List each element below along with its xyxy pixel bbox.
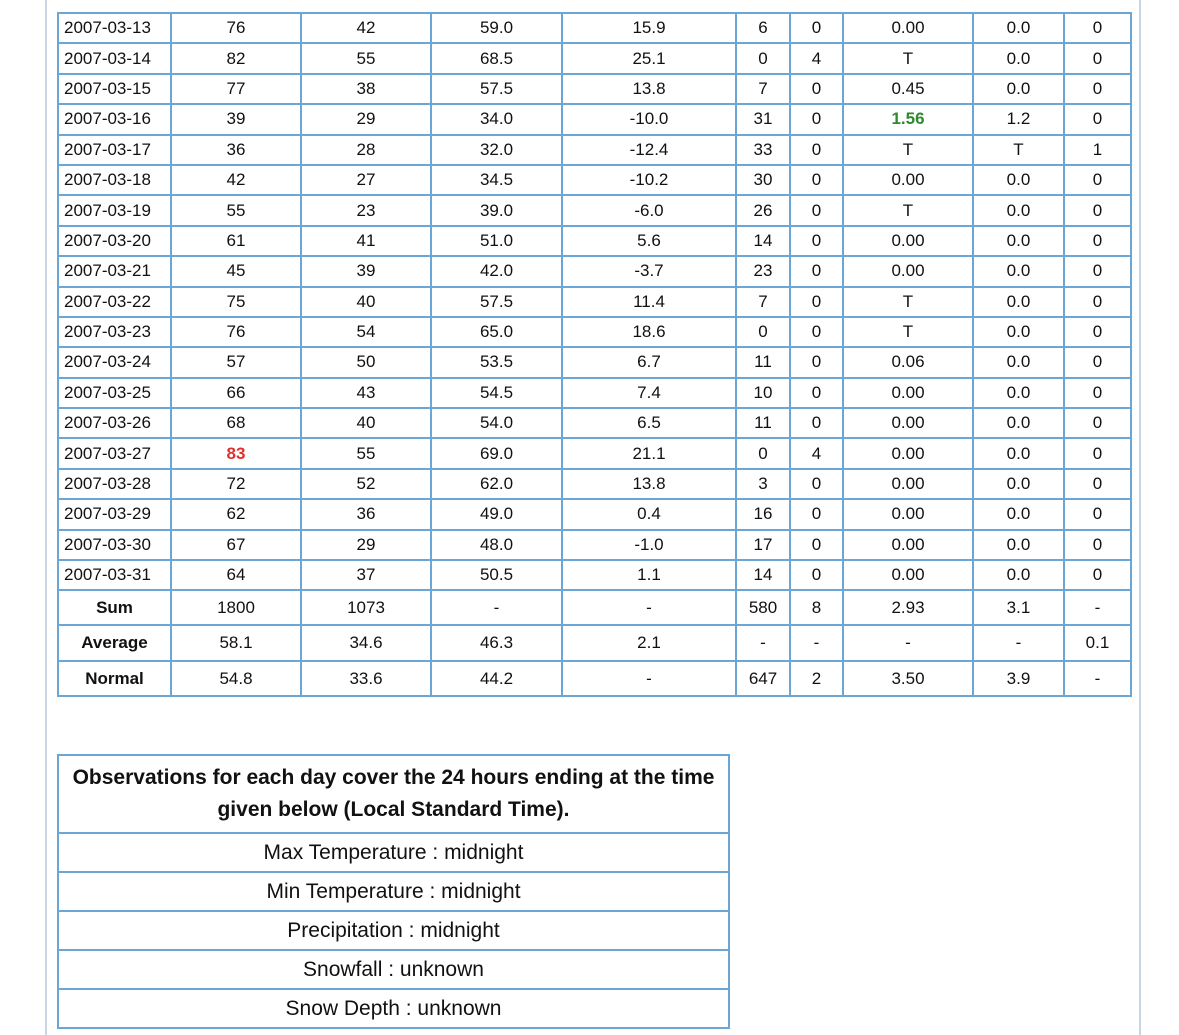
min-temp-cell: 42 [301,13,431,43]
summary-precipitation-cell: - [843,625,973,661]
max-temp-cell: 42 [171,165,301,195]
summary-departure-cell: - [562,661,736,696]
cooling-degree-days-cell: 4 [790,43,843,73]
table-row [58,43,1131,73]
heating-degree-days-cell: 23 [736,256,790,286]
summary-max-temp-cell: 58.1 [171,625,301,661]
avg-temp-cell: 54.5 [431,378,562,408]
snowfall-cell: 0.0 [973,165,1064,195]
summary-departure-cell: 2.1 [562,625,736,661]
cooling-degree-days-cell: 0 [790,195,843,225]
precipitation-cell: 0.00 [843,378,973,408]
heating-degree-days-cell: 33 [736,135,790,165]
snowfall-cell: 0.0 [973,378,1064,408]
summary-min-temp-cell: 1073 [301,590,431,625]
snowfall-cell: 0.0 [973,317,1064,347]
observation-precipitation: Precipitation : midnight [58,911,729,950]
heating-degree-days-cell: 14 [736,226,790,256]
summary-label: Average [58,625,171,661]
max-temp-cell: 77 [171,74,301,104]
summary-snow-depth-cell: - [1064,661,1131,696]
summary-heating-degree-days-cell: 580 [736,590,790,625]
snowfall-cell: 0.0 [973,530,1064,560]
date-cell: 2007-03-14 [58,43,171,73]
max-temp-cell: 66 [171,378,301,408]
summary-precipitation-cell: 2.93 [843,590,973,625]
min-temp-cell: 36 [301,499,431,529]
avg-temp-cell: 57.5 [431,74,562,104]
snowfall-cell: 0.0 [973,287,1064,317]
avg-temp-cell: 51.0 [431,226,562,256]
cooling-degree-days-cell: 0 [790,135,843,165]
snow-depth-cell: 0 [1064,165,1131,195]
precipitation-cell: 0.00 [843,469,973,499]
heating-degree-days-cell: 7 [736,74,790,104]
precipitation-cell: 0.00 [843,438,973,468]
snowfall-cell: 1.2 [973,104,1064,134]
date-cell: 2007-03-15 [58,74,171,104]
max-temp-cell: 75 [171,287,301,317]
snowfall-cell: 0.0 [973,256,1064,286]
departure-cell: 5.6 [562,226,736,256]
avg-temp-cell: 62.0 [431,469,562,499]
cooling-degree-days-cell: 0 [790,469,843,499]
table-row [58,226,1131,256]
date-cell: 2007-03-28 [58,469,171,499]
date-cell: 2007-03-16 [58,104,171,134]
departure-cell: 6.5 [562,408,736,438]
date-cell: 2007-03-23 [58,317,171,347]
precipitation-cell: T [843,317,973,347]
heating-degree-days-cell: 0 [736,317,790,347]
departure-cell: -12.4 [562,135,736,165]
snowfall-cell: 0.0 [973,469,1064,499]
snowfall-cell: 0.0 [973,499,1064,529]
cooling-degree-days-cell: 0 [790,226,843,256]
date-cell: 2007-03-17 [58,135,171,165]
snow-depth-cell: 0 [1064,13,1131,43]
table-row [58,438,1131,468]
min-temp-cell: 55 [301,438,431,468]
cooling-degree-days-cell: 0 [790,347,843,377]
precipitation-cell: T [843,195,973,225]
snow-depth-cell: 0 [1064,226,1131,256]
avg-temp-cell: 69.0 [431,438,562,468]
summary-avg-temp-cell: - [431,590,562,625]
cooling-degree-days-cell: 0 [790,13,843,43]
precipitation-cell: 0.00 [843,226,973,256]
summary-snowfall-cell: 3.9 [973,661,1064,696]
avg-temp-cell: 53.5 [431,347,562,377]
snow-depth-cell: 0 [1064,530,1131,560]
departure-cell: -6.0 [562,195,736,225]
departure-cell: 25.1 [562,43,736,73]
max-temp-cell: 76 [171,13,301,43]
table-row [58,499,1131,529]
min-temp-cell: 43 [301,378,431,408]
max-temp-cell: 36 [171,135,301,165]
cooling-degree-days-cell: 0 [790,74,843,104]
date-cell: 2007-03-29 [58,499,171,529]
summary-row [58,661,1131,696]
max-temp-cell: 76 [171,317,301,347]
summary-label: Sum [58,590,171,625]
max-temp-cell: 83 [171,438,301,468]
table-row [58,317,1131,347]
summary-min-temp-cell: 33.6 [301,661,431,696]
heating-degree-days-cell: 17 [736,530,790,560]
precipitation-cell: 0.00 [843,256,973,286]
cooling-degree-days-cell: 0 [790,317,843,347]
snow-depth-cell: 0 [1064,256,1131,286]
avg-temp-cell: 42.0 [431,256,562,286]
snowfall-cell: 0.0 [973,347,1064,377]
summary-heating-degree-days-cell: - [736,625,790,661]
snowfall-cell: 0.0 [973,43,1064,73]
departure-cell: 21.1 [562,438,736,468]
table-row [58,256,1131,286]
date-cell: 2007-03-24 [58,347,171,377]
heating-degree-days-cell: 3 [736,469,790,499]
departure-cell: -3.7 [562,256,736,286]
departure-cell: 7.4 [562,378,736,408]
min-temp-cell: 40 [301,408,431,438]
left-frame-line [45,0,47,1035]
heating-degree-days-cell: 26 [736,195,790,225]
min-temp-cell: 29 [301,104,431,134]
heating-degree-days-cell: 31 [736,104,790,134]
min-temp-cell: 38 [301,74,431,104]
departure-cell: 13.8 [562,469,736,499]
date-cell: 2007-03-31 [58,560,171,590]
summary-snow-depth-cell: - [1064,590,1131,625]
summary-min-temp-cell: 34.6 [301,625,431,661]
avg-temp-cell: 57.5 [431,287,562,317]
max-temp-cell: 68 [171,408,301,438]
table-row [58,347,1131,377]
daily-climate-table [57,12,1132,697]
max-temp-cell: 45 [171,256,301,286]
table-row [58,165,1131,195]
table-row [58,287,1131,317]
snowfall-cell: 0.0 [973,13,1064,43]
snow-depth-cell: 1 [1064,135,1131,165]
max-temp-cell: 55 [171,195,301,225]
max-temp-cell: 82 [171,43,301,73]
cooling-degree-days-cell: 0 [790,104,843,134]
snow-depth-cell: 0 [1064,438,1131,468]
precipitation-cell: 0.00 [843,560,973,590]
cooling-degree-days-cell: 0 [790,560,843,590]
avg-temp-cell: 34.0 [431,104,562,134]
snow-depth-cell: 0 [1064,469,1131,499]
cooling-degree-days-cell: 4 [790,438,843,468]
summary-row [58,590,1131,625]
max-temp-cell: 61 [171,226,301,256]
snow-depth-cell: 0 [1064,104,1131,134]
cooling-degree-days-cell: 0 [790,287,843,317]
heating-degree-days-cell: 11 [736,347,790,377]
max-temp-cell: 39 [171,104,301,134]
snowfall-cell: 0.0 [973,560,1064,590]
cooling-degree-days-cell: 0 [790,499,843,529]
min-temp-cell: 23 [301,195,431,225]
min-temp-cell: 55 [301,43,431,73]
heating-degree-days-cell: 14 [736,560,790,590]
departure-cell: 13.8 [562,74,736,104]
summary-avg-temp-cell: 44.2 [431,661,562,696]
date-cell: 2007-03-13 [58,13,171,43]
summary-precipitation-cell: 3.50 [843,661,973,696]
snow-depth-cell: 0 [1064,499,1131,529]
summary-avg-temp-cell: 46.3 [431,625,562,661]
precipitation-cell: 0.45 [843,74,973,104]
date-cell: 2007-03-25 [58,378,171,408]
observation-times-table [57,754,730,1029]
heating-degree-days-cell: 7 [736,287,790,317]
snow-depth-cell: 0 [1064,317,1131,347]
min-temp-cell: 50 [301,347,431,377]
precipitation-cell: 0.00 [843,165,973,195]
table-row [58,104,1131,134]
min-temp-cell: 40 [301,287,431,317]
summary-cooling-degree-days-cell: 2 [790,661,843,696]
date-cell: 2007-03-18 [58,165,171,195]
avg-temp-cell: 59.0 [431,13,562,43]
summary-snowfall-cell: 3.1 [973,590,1064,625]
avg-temp-cell: 50.5 [431,560,562,590]
max-temp-cell: 67 [171,530,301,560]
departure-cell: 6.7 [562,347,736,377]
cooling-degree-days-cell: 0 [790,378,843,408]
avg-temp-cell: 32.0 [431,135,562,165]
snowfall-cell: 0.0 [973,226,1064,256]
date-cell: 2007-03-30 [58,530,171,560]
precipitation-cell: T [843,287,973,317]
heating-degree-days-cell: 6 [736,13,790,43]
summary-max-temp-cell: 1800 [171,590,301,625]
summary-heating-degree-days-cell: 647 [736,661,790,696]
precipitation-cell: 0.00 [843,530,973,560]
avg-temp-cell: 49.0 [431,499,562,529]
cooling-degree-days-cell: 0 [790,256,843,286]
table-row [58,378,1131,408]
precipitation-cell: 1.56 [843,104,973,134]
snow-depth-cell: 0 [1064,378,1131,408]
date-cell: 2007-03-21 [58,256,171,286]
observation-heading: Observations for each day cover the 24 hours ending at the time given below (Local Standard Time). [58,755,729,833]
precipitation-cell: T [843,135,973,165]
heating-degree-days-cell: 11 [736,408,790,438]
departure-cell: 18.6 [562,317,736,347]
snow-depth-cell: 0 [1064,74,1131,104]
departure-cell: 15.9 [562,13,736,43]
snowfall-cell: 0.0 [973,195,1064,225]
min-temp-cell: 39 [301,256,431,286]
min-temp-cell: 54 [301,317,431,347]
precipitation-cell: 0.06 [843,347,973,377]
table-row [58,74,1131,104]
observation-snow-depth: Snow Depth : unknown [58,989,729,1028]
snow-depth-cell: 0 [1064,287,1131,317]
table-row [58,408,1131,438]
right-frame-line [1139,0,1141,1035]
avg-temp-cell: 34.5 [431,165,562,195]
table-row [58,560,1131,590]
heating-degree-days-cell: 0 [736,43,790,73]
snow-depth-cell: 0 [1064,43,1131,73]
table-row [58,530,1131,560]
date-cell: 2007-03-19 [58,195,171,225]
snow-depth-cell: 0 [1064,347,1131,377]
departure-cell: 0.4 [562,499,736,529]
observation-max-temp: Max Temperature : midnight [58,833,729,872]
precipitation-cell: 0.00 [843,499,973,529]
snowfall-cell: 0.0 [973,74,1064,104]
max-temp-cell: 64 [171,560,301,590]
precipitation-cell: 0.00 [843,13,973,43]
min-temp-cell: 52 [301,469,431,499]
min-temp-cell: 27 [301,165,431,195]
heating-degree-days-cell: 30 [736,165,790,195]
date-cell: 2007-03-27 [58,438,171,468]
summary-label: Normal [58,661,171,696]
snowfall-cell: T [973,135,1064,165]
date-cell: 2007-03-22 [58,287,171,317]
summary-max-temp-cell: 54.8 [171,661,301,696]
departure-cell: 11.4 [562,287,736,317]
cooling-degree-days-cell: 0 [790,165,843,195]
departure-cell: -10.0 [562,104,736,134]
max-temp-cell: 72 [171,469,301,499]
max-temp-cell: 62 [171,499,301,529]
avg-temp-cell: 39.0 [431,195,562,225]
date-cell: 2007-03-20 [58,226,171,256]
snow-depth-cell: 0 [1064,195,1131,225]
summary-departure-cell: - [562,590,736,625]
snowfall-cell: 0.0 [973,438,1064,468]
observation-snowfall: Snowfall : unknown [58,950,729,989]
heating-degree-days-cell: 0 [736,438,790,468]
observation-min-temp: Min Temperature : midnight [58,872,729,911]
precipitation-cell: 0.00 [843,408,973,438]
snow-depth-cell: 0 [1064,408,1131,438]
table-row [58,13,1131,43]
precipitation-cell: T [843,43,973,73]
avg-temp-cell: 65.0 [431,317,562,347]
summary-row [58,625,1131,661]
cooling-degree-days-cell: 0 [790,408,843,438]
snowfall-cell: 0.0 [973,408,1064,438]
avg-temp-cell: 54.0 [431,408,562,438]
table-row [58,195,1131,225]
snow-depth-cell: 0 [1064,560,1131,590]
avg-temp-cell: 68.5 [431,43,562,73]
departure-cell: 1.1 [562,560,736,590]
table-row [58,469,1131,499]
summary-snowfall-cell: - [973,625,1064,661]
cooling-degree-days-cell: 0 [790,530,843,560]
summary-snow-depth-cell: 0.1 [1064,625,1131,661]
summary-cooling-degree-days-cell: 8 [790,590,843,625]
max-temp-cell: 57 [171,347,301,377]
avg-temp-cell: 48.0 [431,530,562,560]
departure-cell: -1.0 [562,530,736,560]
heating-degree-days-cell: 10 [736,378,790,408]
min-temp-cell: 41 [301,226,431,256]
departure-cell: -10.2 [562,165,736,195]
min-temp-cell: 37 [301,560,431,590]
heating-degree-days-cell: 16 [736,499,790,529]
date-cell: 2007-03-26 [58,408,171,438]
min-temp-cell: 28 [301,135,431,165]
table-row [58,135,1131,165]
summary-cooling-degree-days-cell: - [790,625,843,661]
min-temp-cell: 29 [301,530,431,560]
